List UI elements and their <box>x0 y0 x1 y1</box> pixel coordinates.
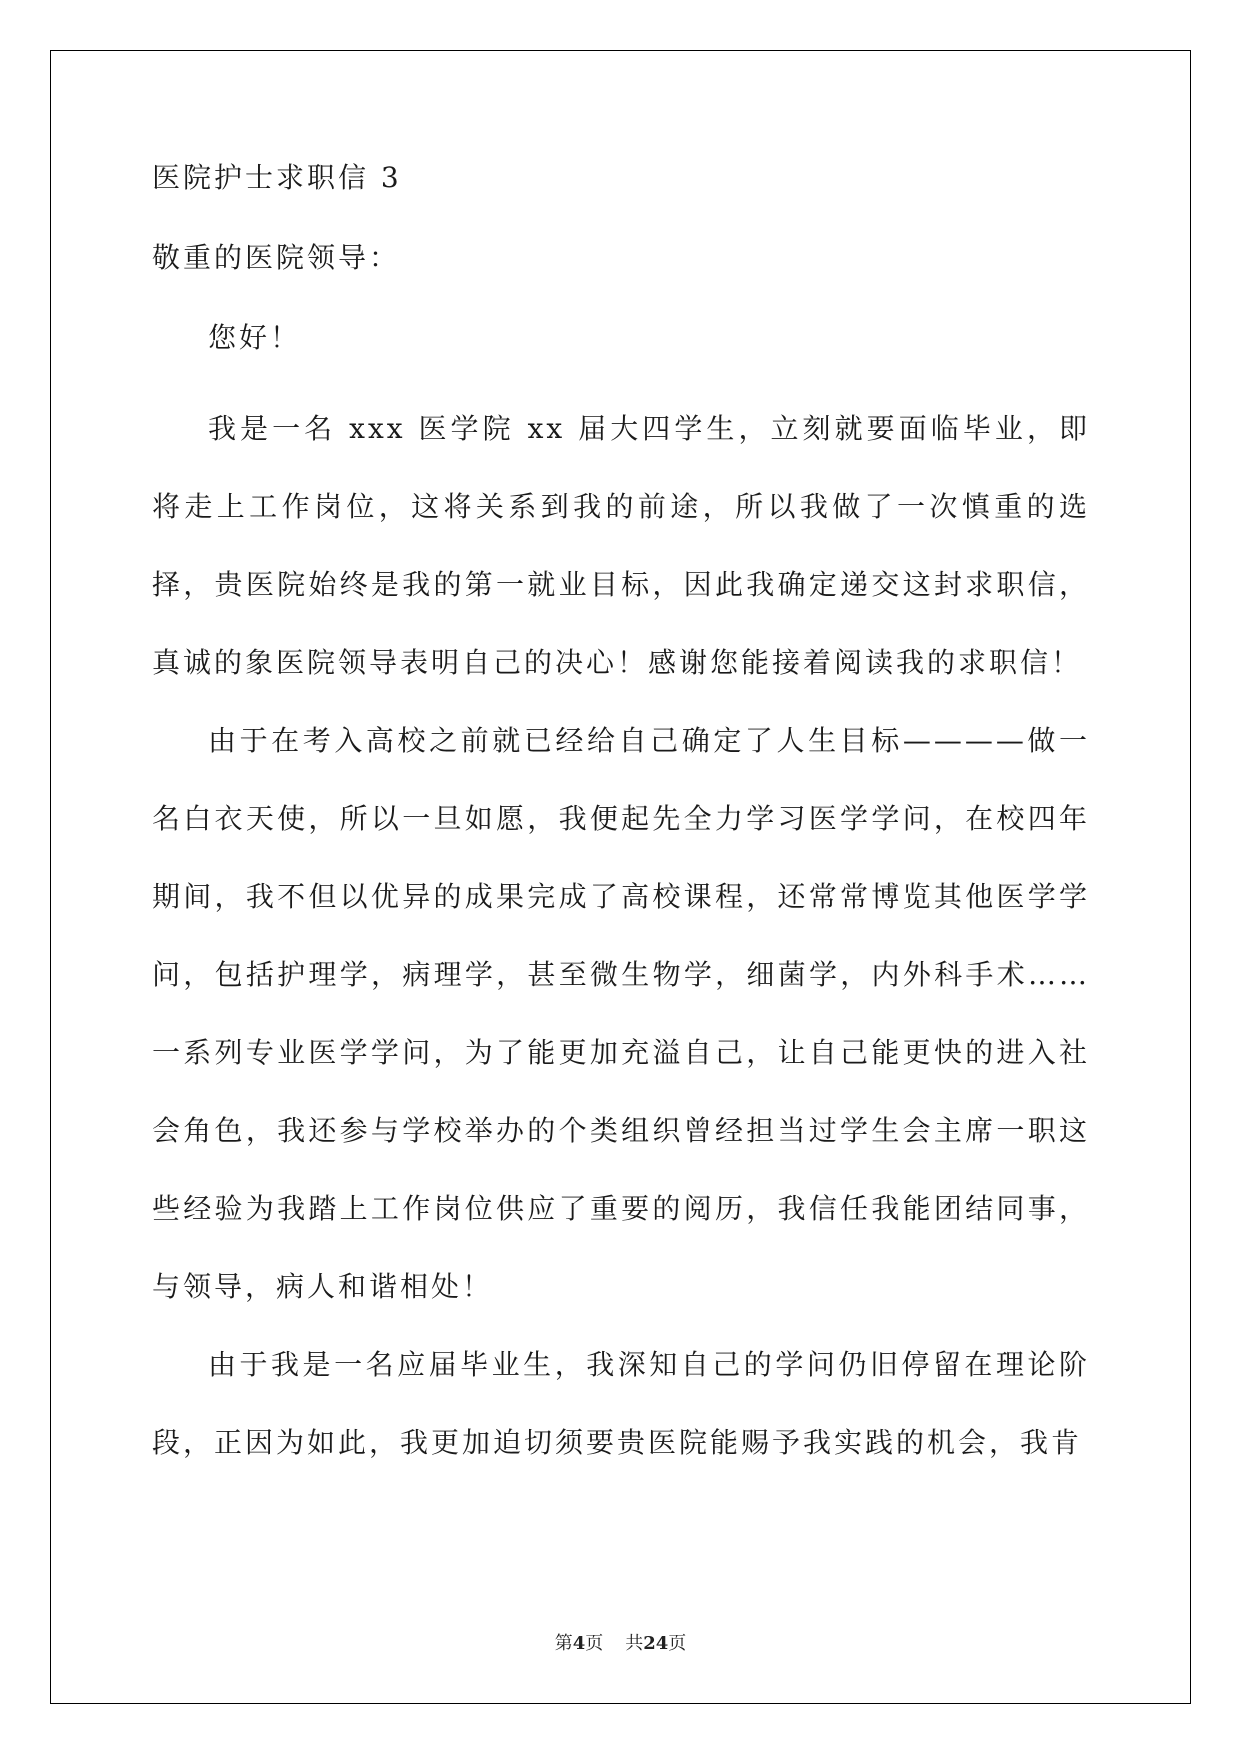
page-number: 4 <box>572 1633 586 1654</box>
document-title: 医院护士求职信 3 <box>152 161 402 194</box>
paragraph-2: 由于在考入高校之前就已经给自己确定了人生目标————做一名白衣天使，所以一旦如愿，我便起先全力学习医学学问，在校四年期间，我不但以优异的成果完成了高校课程，还常常博览其他医学学问，包括护理学，病理学，甚至微生物学，细菌学，内外科手术……一系列专业医学学问，为了能更加充溢自己，让自己能更快的进入社会角色，我还参与学校举办的个类组织曾经担当过学生会主席一职这些经验为我踏上工作岗位供应了重要的阅历，我信任我能团结同事，与领导，病人和谐相处！ <box>152 724 1090 1303</box>
page-prefix: 第 <box>554 1633 573 1654</box>
salutation: 敬重的医院领导： <box>152 241 401 274</box>
total-prefix: 共 <box>625 1633 644 1654</box>
page-suffix: 页 <box>585 1633 604 1654</box>
total-pages: 24 <box>643 1633 669 1654</box>
paragraph-3: 由于我是一名应届毕业生，我深知自己的学问仍旧停留在理论阶段，正因为如此，我更加迫切须要贵医院能赐予我实践的机会，我肯 <box>152 1348 1090 1459</box>
paragraph-1: 我是一名 xxx 医学院 xx 届大四学生，立刻就要面临毕业，即将走上工作岗位，这将关系到我的前途，所以我做了一次慎重的选择，贵医院始终是我的第一就业目标，因此我确定递交这封求职信，真诚的象医院领导表明自己的决心！感谢您能接着阅读我的求职信！ <box>152 412 1090 679</box>
greeting: 您好！ <box>208 321 302 354</box>
page-footer <box>0 1629 1241 1655</box>
total-suffix: 页 <box>668 1633 687 1654</box>
document-body <box>152 163 1090 1482</box>
